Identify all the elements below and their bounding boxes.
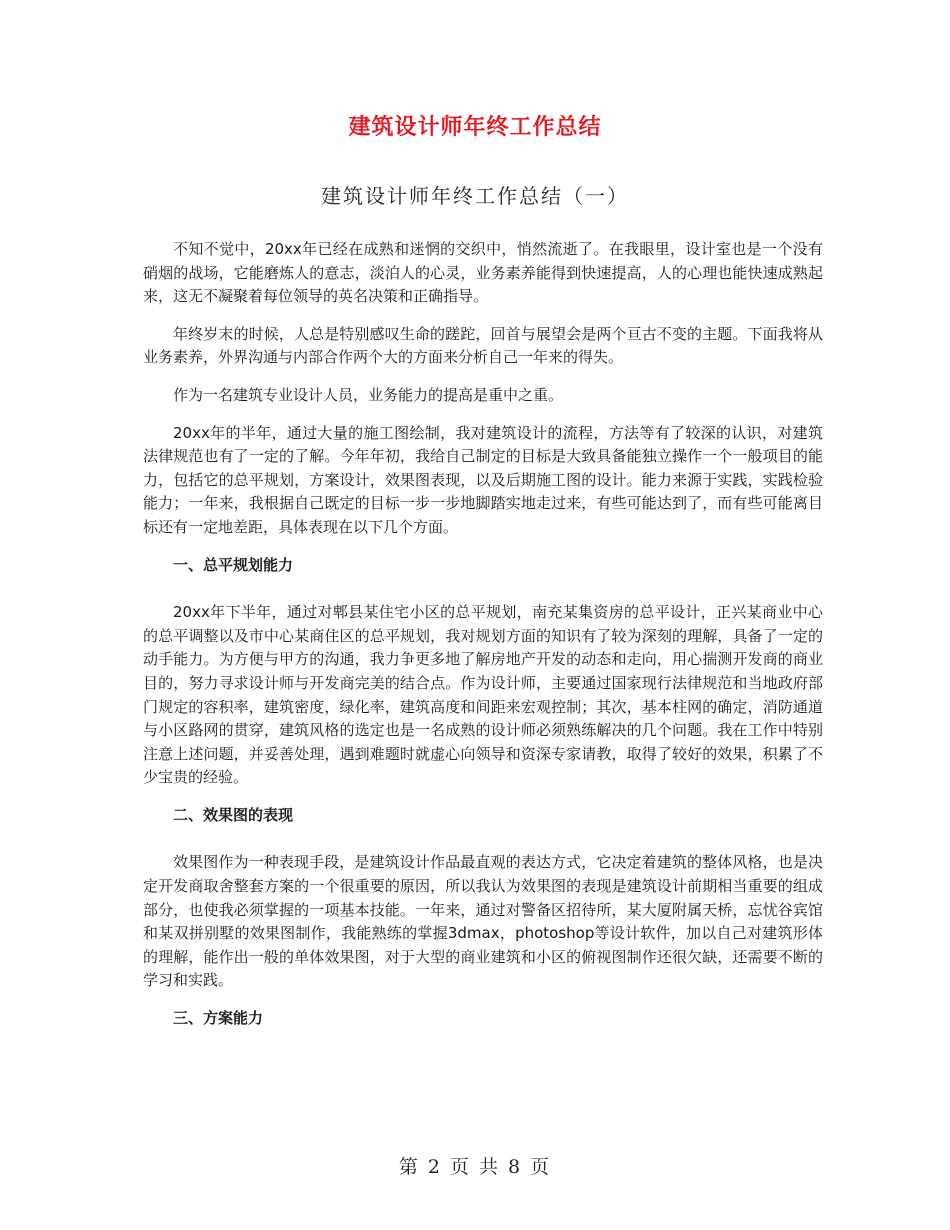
paragraph: 作为一名建筑专业设计人员，业务能力的提高是重中之重。 bbox=[173, 385, 564, 404]
section-heading: 二、效果图的表现 bbox=[173, 805, 294, 824]
paragraph: 20xx年的半年，通过大量的施工图绘制，我对建筑设计的流程，方法等有了较深的认识，对建筑法律规范也有了一定的了解。今年年初，我给自己制定的目标是大致具备能独立操作一个一般项目的能力，包括它的总平规划，方案设计，效果图表现，以及后期施工图的设计。能力来源于实践，实践检验能力；一年来，我根据自己既定的目标一步一步地脚踏实地走过来，有些可能达到了，而有些可能离目标还有一定地差距，具体表现在以下几个方面。 bbox=[143, 423, 823, 536]
paragraph: 年终岁末的时候，人总是特别感叹生命的蹉跎，回首与展望会是两个亘古不变的主题。下面我将从业务素养，外界沟通与内部合作两个大的方面来分析自己一年来的得失。 bbox=[143, 324, 823, 367]
section-heading: 三、方案能力 bbox=[173, 1009, 264, 1028]
document-body bbox=[143, 238, 823, 1055]
section-heading: 一、总平规划能力 bbox=[173, 555, 294, 574]
document-subtitle: 建筑设计师年终工作总结（一） bbox=[321, 184, 629, 208]
page-number-footer: 第 2 页 共 8 页 bbox=[398, 1156, 552, 1178]
paragraph: 20xx年下半年，通过对郫县某住宅小区的总平规划，南充某集资房的总平设计，正兴某商业中心的总平调整以及市中心某商住区的总平规划，我对规划方面的知识有了较为深刻的理解，具备了一定的动手能力。为方便与甲方的沟通，我力争更多地了解房地产开发的动态和走向，用心揣测开发商的商业目的，努力寻求设计师与开发商完美的结合点。作为设计师，主要通过国家现行法律规范和当地政府部门规定的容积率，建筑密度，绿化率，建筑高度和间距来宏观控制；其次，基本柱网的确定，消防通道与小区路网的贯穿，建筑风格的选定也是一名成熟的设计师必须熟练解决的几个问题。我在工作中特别注意上述问题，并妥善处理，遇到难题时就虚心向领导和资深专家请教，取得了较好的效果，积累了不少宝贵的经验。 bbox=[143, 603, 823, 787]
paragraph: 效果图作为一种表现手段，是建筑设计作品最直观的表达方式，它决定着建筑的整体风格，也是决定开发商取舍整套方案的一个很重要的原因，所以我认为效果图的表现是建筑设计前期相当重要的组成部分，也使我必须掌握的一项基本技能。一年来，通过对警备区招待所，某大厦附属天桥，忘忧谷宾馆和某双拼别墅的效果图制作，我能熟练的掌握3dmax，photoshop等设计软件，加以自己对建筑形体的理解，能作出一般的单体效果图，对于大型的商业建筑和小区的俯视图制作还很欠缺，还需要不断的学习和实践。 bbox=[143, 853, 823, 990]
paragraph: 不知不觉中，20xx年已经在成熟和迷惘的交织中，悄然流逝了。在我眼里，设计室也是一个没有硝烟的战场，它能磨炼人的意志，淡泊人的心灵，业务素养能得到快速提高，人的心理也能快速成熟起来，这无不凝聚着每位领导的英名决策和正确指导。 bbox=[143, 240, 823, 306]
document-title: 建筑设计师年终工作总结 bbox=[348, 115, 602, 140]
